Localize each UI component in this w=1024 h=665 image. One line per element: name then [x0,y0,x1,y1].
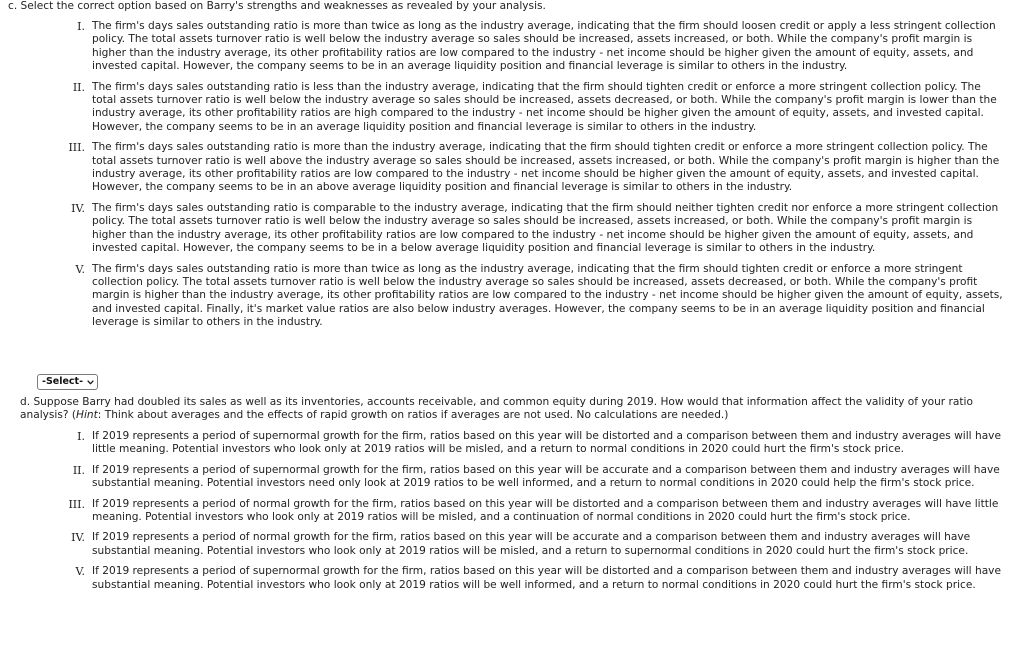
option-numeral: II. [72,463,85,477]
option-d-1 [77,430,1014,457]
option-text: The firm's days sales outstanding ratio is more than the industry average, indicating that the firm should tighten credit or enforce a more stringent collection policy. The total assets turnover ratio is well above the industry average so sales should be increased, assets increased, or both. While the company's profit margin is higher than the industry average, its other profitability ratios are low compared to the industry - net income should be higher given the amount of equity, assets, and invested capital. However, the company seems to be in an above average liquidity position and financial leverage is similar to others in the industry. [92,141,1000,194]
option-d-2 [72,463,1014,491]
option-text: If 2019 represents a period of normal growth for the firm, ratios based on this year will be accurate and a comparison between them and industry averages will have substantial meaning. Potential investors who look only at 2019 ratios will be misled, and a return to supernormal conditions in 2020 could hurt the firm's stock price. [92,531,971,557]
option-numeral: III. [68,497,85,511]
question-c-prompt: c. Select the correct option based on Barry's strengths and weaknesses as revealed by your analysis. [8,0,546,12]
answer-select-container [37,374,98,390]
option-numeral: I. [77,430,85,443]
option-c-4 [71,201,1008,256]
option-d-5 [75,565,1014,592]
option-numeral: III. [68,141,85,155]
option-c-3 [68,141,1008,195]
option-text: The firm's days sales outstanding ratio is more than twice as long as the industry average, indicating that the firm should loosen credit or apply a less stringent collection policy. The total assets turnover ratio is well below the industry average so sales should be increased, assets increased, or both. While the company's profit margin is higher than the industry average, its other profitability ratios are low compared to the industry - net income should be higher given the amount of equity, assets, and invested capital. However, the company seems to be in an average liquidity position and financial leverage is similar to others in the industry. [92,20,996,73]
option-text: If 2019 represents a period of normal growth for the firm, ratios based on this year will be distorted and a comparison between them and industry averages will have little meaning. Potential investors who look only at 2019 ratios will be misled, and a continuation of normal conditions in 2020 could hurt the firm's stock price. [92,497,999,524]
answer-select-dropdown[interactable] [37,374,98,390]
question-d-text-end: : Think about averages and the effects of rapid growth on ratios if averages are not used. No calculations are needed.) [97,409,729,422]
option-numeral: I. [77,20,85,33]
option-numeral: V. [75,565,85,579]
option-numeral: IV. [71,201,85,215]
question-d-prompt [20,396,1015,423]
question-d-options [68,430,1014,599]
option-d-4 [71,531,1014,558]
option-c-5 [75,262,1008,330]
question-c-options [68,20,1008,337]
option-text: If 2019 represents a period of supernormal growth for the firm, ratios based on this year will be accurate and a comparison between them and industry averages will have substantial meaning. Potential investors need only look at 2019 ratios to be well informed, and a return to normal conditions in 2020 could help the firm's stock price. [92,463,1000,490]
option-text: The firm's days sales outstanding ratio is comparable to the industry average, indicating that the firm should neither tighten credit nor enforce a more stringent collection policy. The total assets turnover ratio is well below the industry average so sales should be increased, assets increased, or both. While the company's profit margin is higher than the industry average, its other profitability ratios are low compared to the industry - net income should be higher given the amount of equity, assets, and invested capital. However, the company seems to be in a below average liquidity position and financial leverage is similar to others in the industry. [92,201,999,255]
option-text: If 2019 represents a period of supernormal growth for the firm, ratios based on this year will be distorted and a comparison between them and industry averages will have little meaning. Potential investors who look only at 2019 ratios will be misled, and a return to normal conditions in 2020 could hurt the firm's stock price. [92,430,1001,456]
chevron-down-icon [87,379,94,386]
option-c-1 [77,20,1008,74]
option-numeral: IV. [71,531,85,545]
option-d-3 [68,497,1014,525]
option-text: If 2019 represents a period of supernormal growth for the firm, ratios based on this year will be distorted and a comparison between them and industry averages will have substantial meaning. Potential investors who look only at 2019 ratios will be well informed, and a return to normal conditions in 2020 could hurt the firm's stock price. [92,565,1001,591]
question-d-text-start: d. Suppose Barry had doubled its sales as well as its inventories, accounts receivable, and common equity during 2019. How would that information affect the validity of your ratio analysis? ( [20,396,973,422]
option-text: The firm's days sales outstanding ratio is more than twice as long as the industry average, indicating that the firm should tighten credit or enforce a more stringent collection policy. The total assets turnover ratio is well below the industry average so sales should be increased, assets decreased, or both. While the company's profit margin is higher than the industry average, its other profitability ratios are low compared to the industry - net income should be higher given the amount of equity, assets, and invested capital. Finally, it's market value ratios are also below industry averages. However, the company seems to be in an average liquidity position and financial leverage is similar to others in the industry. [92,262,1003,329]
option-c-2 [72,80,1008,135]
hint-label: Hint [76,409,98,422]
option-numeral: V. [75,262,85,276]
option-text: The firm's days sales outstanding ratio is less than the industry average, indicating that the firm should tighten credit or enforce a more stringent collection policy. The total assets turnover ratio is well below the industry average so sales should be increased, assets decreased, or both. While the company's profit margin is lower than the industry average, its other profitability ratios are high compared to the industry - net income should be higher given the amount of equity, assets, and invested capital. However, the company seems to be in an average liquidity position and financial leverage is similar to others in the industry. [92,80,997,133]
option-numeral: II. [72,80,85,94]
answer-select-value: -Select- [42,376,84,388]
